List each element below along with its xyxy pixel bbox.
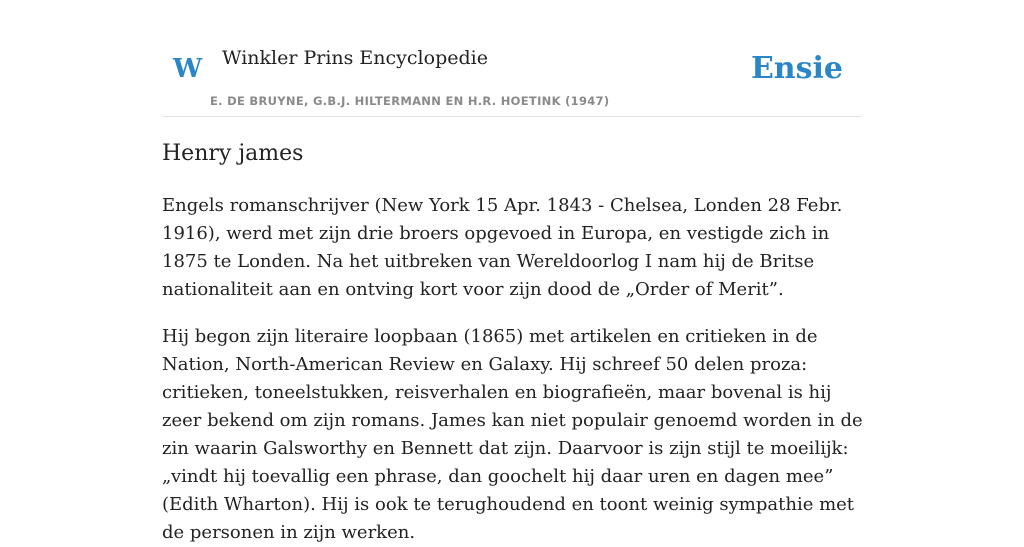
source-title[interactable]: Winkler Prins Encyclopedie: [222, 47, 488, 69]
article: [162, 138, 864, 547]
winkler-prins-logo[interactable]: W: [173, 54, 203, 84]
article-paragraph: Hij begon zijn literaire loopbaan (1865) met artikelen en critieken in de Nation, North-American Review en Galaxy. Hij schreef 50 delen proza: critieken, toneelstukken, reisverhalen en biografieën, maar bovenal is hij zeer bekend om zijn romans. James kan niet populair genoemd worden in de zin waarin Galsworthy en Bennett dat zijn. Daarvoor is zijn stijl te moeilijk: „vindt hij toevallig een phrase, dan goochelt hij daar uren en dagen mee” (Edith Wharton). Hij is ook te terughoudend en toont weinig sympathie met de personen in zijn werken.: [162, 326, 863, 543]
ensie-logo[interactable]: Ensie: [750, 51, 843, 86]
article-title: Henry james: [162, 141, 304, 166]
header: [162, 0, 862, 117]
source-authors: E. DE BRUYNE, G.B.J. HILTERMANN EN H.R. HOETINK (1947): [210, 94, 610, 108]
article-paragraph: Engels romanschrijver (New York 15 Apr. 1843 - Chelsea, Londen 28 Febr. 1916), werd met zijn drie broers opgevoed in Europa, en vestigde zich in 1875 te Londen. Na het uitbreken van Wereldoorlog I nam hij de Britse nationaliteit aan en ontving kort voor zijn dood de „Order of Merit”.: [162, 195, 843, 300]
